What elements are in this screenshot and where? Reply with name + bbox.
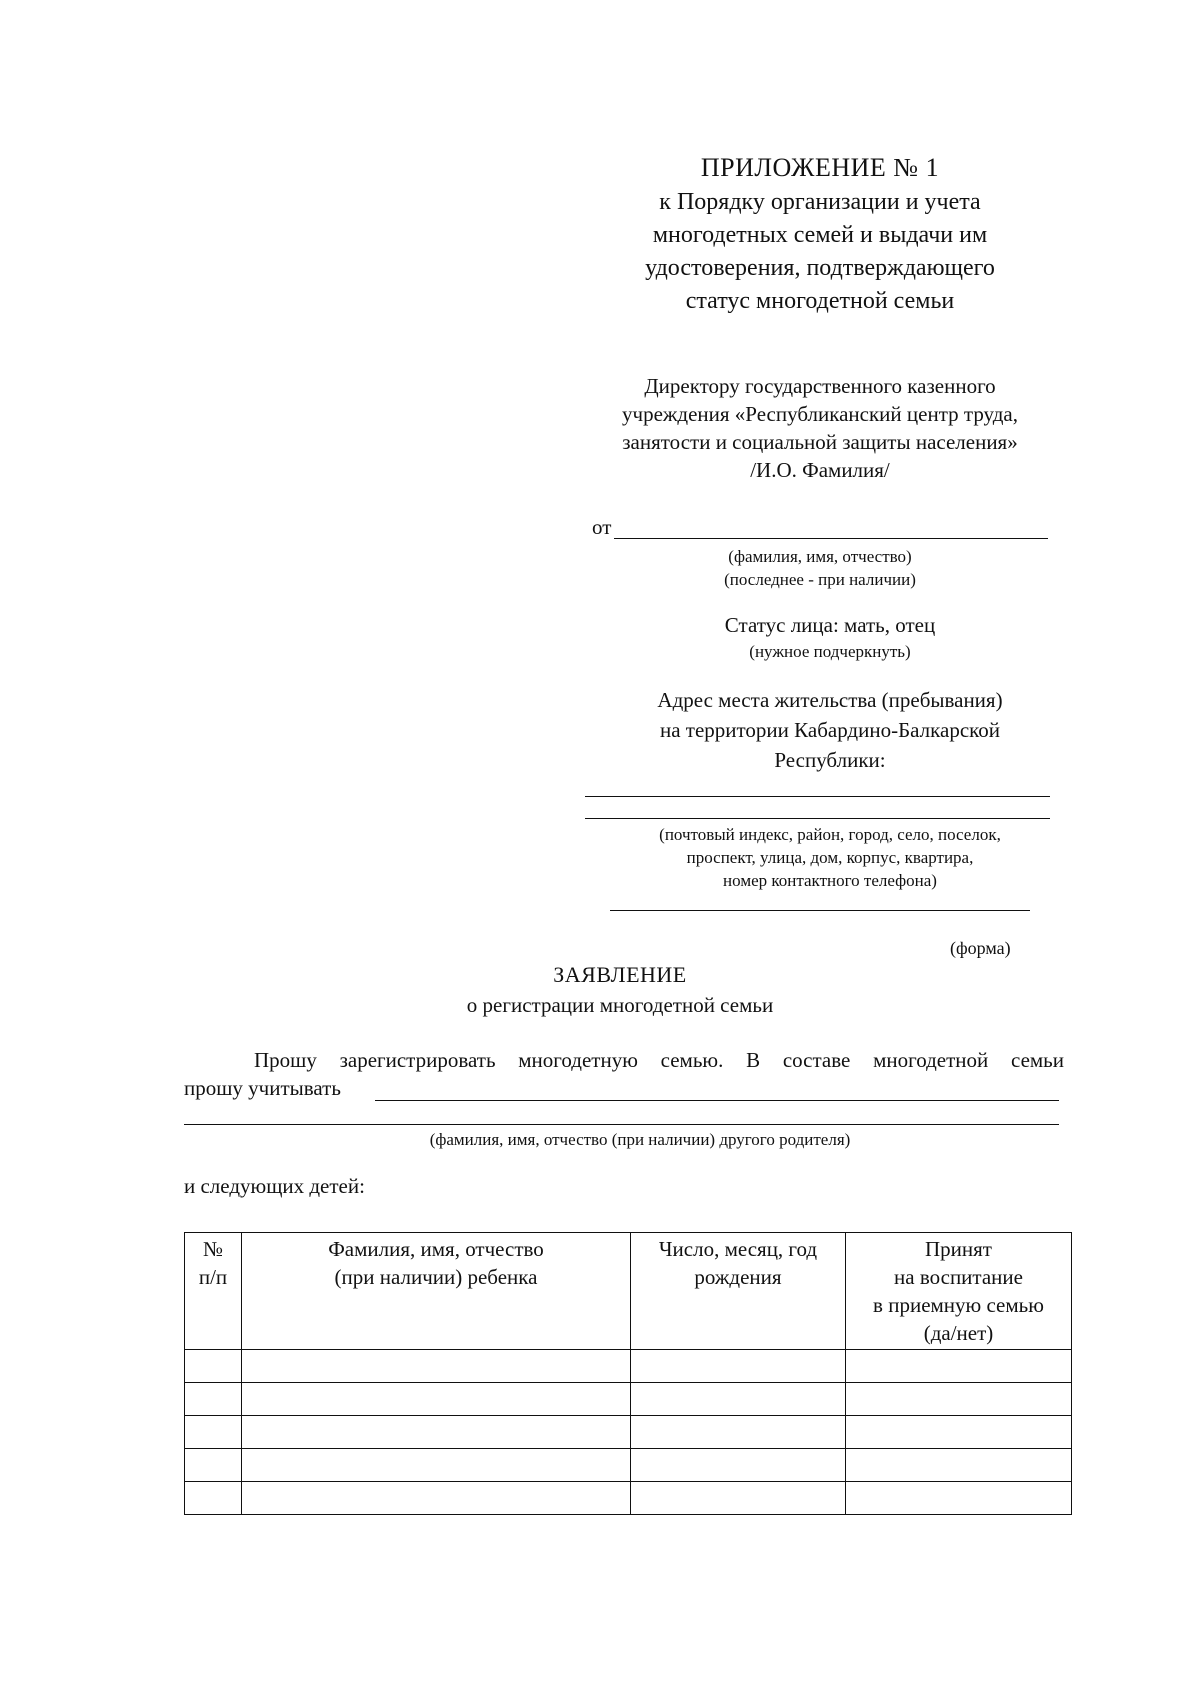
- cell-num[interactable]: [185, 1383, 242, 1416]
- request-paragraph: [184, 1046, 1064, 1102]
- cell-foster[interactable]: [846, 1482, 1072, 1515]
- table-header-row: [185, 1233, 1072, 1350]
- header-text: №: [202, 1237, 224, 1261]
- table-row: [185, 1350, 1072, 1383]
- table-row: [185, 1383, 1072, 1416]
- from-hint-line: (фамилия, имя, отчество): [728, 547, 912, 566]
- appendix-line: многодетных семей и выдачи им: [652, 222, 988, 248]
- cell-name[interactable]: [242, 1350, 631, 1383]
- cell-dob[interactable]: [631, 1350, 846, 1383]
- addressee-line: учреждения «Республиканский центр труда,: [622, 402, 1018, 426]
- address-line: Адрес места жительства (пребывания): [657, 688, 1003, 712]
- statement-subtitle: о регистрации многодетной семьи: [466, 993, 774, 1017]
- cell-name[interactable]: [242, 1416, 631, 1449]
- cell-foster[interactable]: [846, 1350, 1072, 1383]
- header-text: (при наличии) ребенка: [334, 1265, 538, 1289]
- form-label: (форма): [950, 938, 1011, 958]
- cell-name[interactable]: [242, 1383, 631, 1416]
- table-row: [185, 1482, 1072, 1515]
- other-parent-field-2[interactable]: [184, 1124, 1059, 1125]
- cell-foster[interactable]: [846, 1449, 1072, 1482]
- address-hint-line: проспект, улица, дом, корпус, квартира,: [686, 848, 974, 867]
- other-parent-field-1[interactable]: [375, 1100, 1059, 1101]
- header-text: Число, месяц, год: [658, 1237, 818, 1261]
- cell-name[interactable]: [242, 1449, 631, 1482]
- from-hint-line: (последнее - при наличии): [724, 570, 916, 589]
- request-line-1: Прошу зарегистрировать многодетную семью. В составе многодетной семьи: [254, 1048, 1064, 1072]
- appendix-line: статус многодетной семьи: [685, 288, 955, 314]
- appendix-line: к Порядку организации и учета: [659, 189, 981, 215]
- header-dob: [631, 1233, 846, 1350]
- header-text: п/п: [198, 1265, 228, 1289]
- from-row: [592, 515, 1048, 541]
- header-text: в приемную семью: [873, 1293, 1044, 1317]
- children-table: [184, 1232, 1072, 1515]
- header-text: Принят: [925, 1237, 992, 1261]
- addressee-line: Директору государственного казенного: [644, 374, 996, 398]
- address-hint-line: (почтовый индекс, район, город, село, поселок,: [659, 825, 1001, 844]
- request-line-2: прошу учитывать: [184, 1076, 341, 1100]
- address-field-3[interactable]: [610, 910, 1030, 911]
- appendix-header: [600, 150, 1040, 318]
- address-field-2[interactable]: [585, 818, 1050, 819]
- cell-num[interactable]: [185, 1449, 242, 1482]
- header-text: на воспитание: [894, 1265, 1023, 1289]
- address-label: [600, 685, 1060, 775]
- cell-dob[interactable]: [631, 1449, 846, 1482]
- cell-foster[interactable]: [846, 1383, 1072, 1416]
- cell-dob[interactable]: [631, 1383, 846, 1416]
- appendix-line: удостоверения, подтверждающего: [645, 255, 995, 281]
- table-row: [185, 1449, 1072, 1482]
- header-foster: [846, 1233, 1072, 1350]
- status-hint: (нужное подчеркнуть): [749, 642, 911, 661]
- header-name: [242, 1233, 631, 1350]
- address-hint-line: номер контактного телефона): [723, 871, 937, 890]
- table-row: [185, 1416, 1072, 1449]
- from-label: от: [592, 515, 612, 539]
- cell-dob[interactable]: [631, 1482, 846, 1515]
- other-parent-hint: (фамилия, имя, отчество (при наличии) другого родителя): [429, 1130, 851, 1149]
- statement-title: ЗАЯВЛЕНИЕ: [553, 962, 687, 987]
- cell-name[interactable]: [242, 1482, 631, 1515]
- address-hint: [585, 823, 1075, 892]
- header-text: (да/нет): [923, 1321, 994, 1345]
- from-hint: [650, 545, 990, 591]
- cell-num[interactable]: [185, 1416, 242, 1449]
- from-name-field[interactable]: [614, 538, 1048, 539]
- appendix-title: ПРИЛОЖЕНИЕ № 1: [700, 153, 940, 182]
- address-field-1[interactable]: [585, 796, 1050, 797]
- cell-num[interactable]: [185, 1350, 242, 1383]
- header-num: [185, 1233, 242, 1350]
- address-line: на территории Кабардино-Балкарской: [659, 718, 1001, 742]
- cell-foster[interactable]: [846, 1416, 1072, 1449]
- cell-dob[interactable]: [631, 1416, 846, 1449]
- children-intro: и следующих детей:: [184, 1174, 365, 1198]
- addressee-line: занятости и социальной защиты населения»: [622, 430, 1018, 454]
- address-line: Республики:: [774, 748, 886, 772]
- header-text: Фамилия, имя, отчество: [328, 1237, 544, 1261]
- status-text: Статус лица: мать, отец: [724, 613, 936, 637]
- cell-num[interactable]: [185, 1482, 242, 1515]
- addressee-block: [580, 372, 1060, 484]
- addressee-signature-name: /И.О. Фамилия/: [750, 458, 890, 482]
- header-text: рождения: [694, 1265, 782, 1289]
- statement-heading: [420, 960, 820, 1020]
